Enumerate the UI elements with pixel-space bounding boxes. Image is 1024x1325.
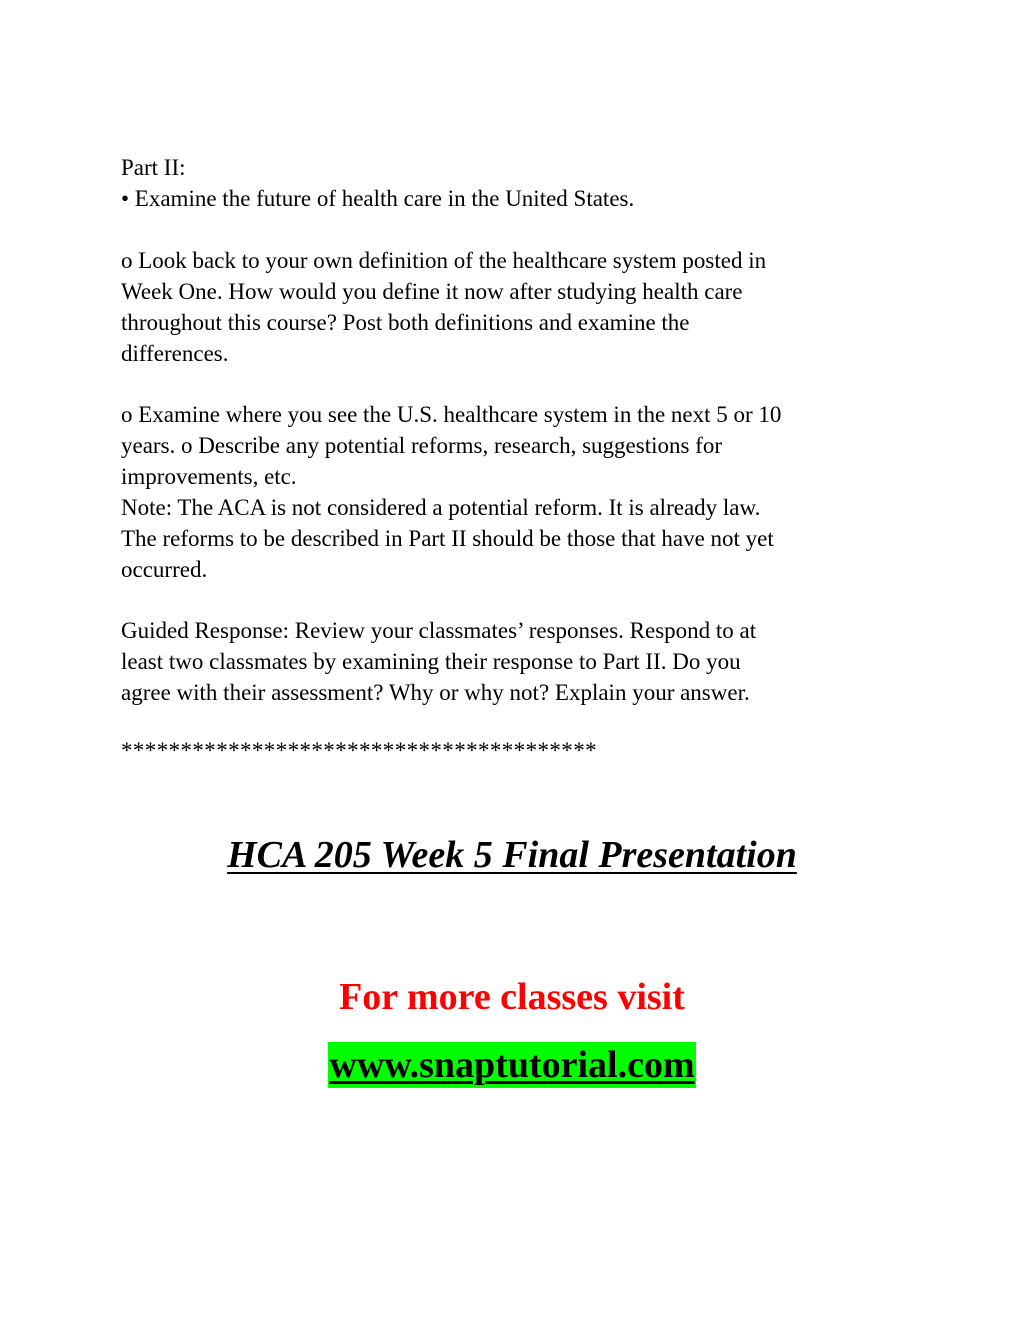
paragraph-line: Week One. How would you define it now after studying health care (121, 279, 743, 304)
separator: **************************************** (121, 738, 597, 763)
paragraph-line: differences. (121, 341, 229, 366)
guided-response-line: Guided Response: Review your classmates’ responses. Respond to at (121, 618, 757, 643)
paragraph-line: o Examine where you see the U.S. healthcare system in the next 5 or 10 (121, 402, 782, 427)
bullet-line: • Examine the future of health care in the United States. (121, 186, 635, 211)
guided-response-line: agree with their assessment? Why or why not? Explain your answer. (121, 680, 750, 705)
paragraph-line: improvements, etc. (121, 464, 297, 489)
paragraph-line: throughout this course? Post both definitions and examine the (121, 310, 690, 335)
note-line: occurred. (121, 557, 208, 582)
page-title-text: HCA 205 Week 5 Final Presentation (227, 834, 797, 876)
paragraph-line: years. o Describe any potential reforms, research, suggestions for (121, 433, 722, 458)
note-line: The reforms to be described in Part II should be those that have not yet (121, 526, 774, 551)
note-line: Note: The ACA is not considered a potential reform. It is already law. (121, 495, 761, 520)
page-title (0, 832, 1024, 878)
guided-response-line: least two classmates by examining their response to Part II. Do you (121, 649, 741, 674)
promo-link-container (0, 1042, 1024, 1088)
snaptutorial-link[interactable]: www.snaptutorial.com (329, 1044, 695, 1086)
promo-text: For more classes visit (339, 976, 685, 1018)
paragraph-line: o Look back to your own definition of the healthcare system posted in (121, 248, 767, 273)
part-heading: Part II: (121, 155, 186, 180)
